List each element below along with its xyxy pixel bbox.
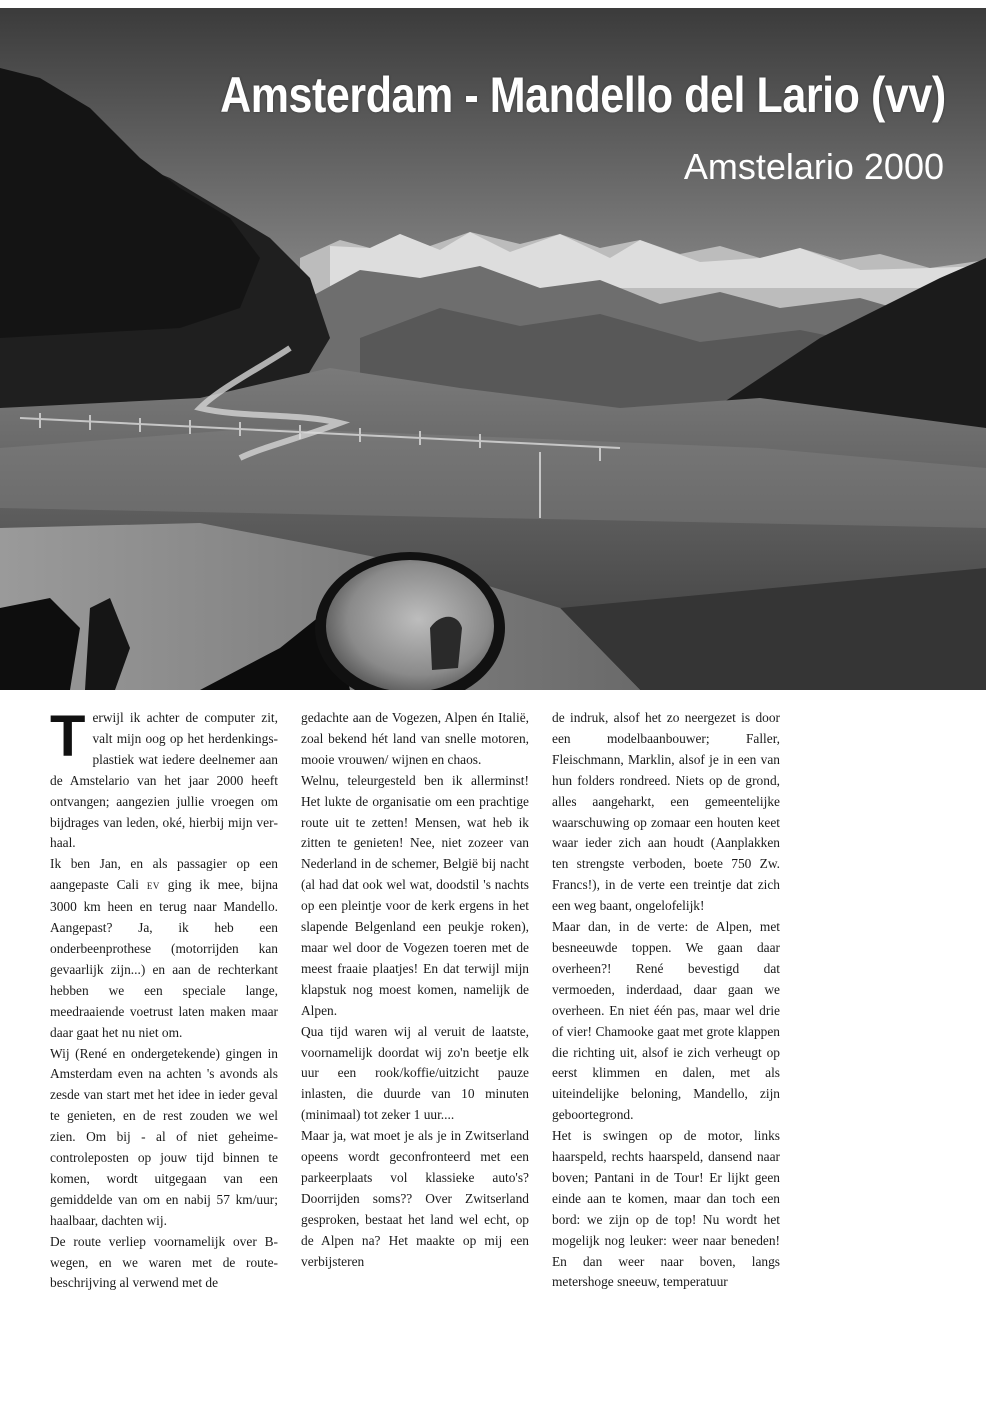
- paragraph: Welnu, teleurgesteld ben ik allerminst! Het lukte de organisatie om een prachtige route uit te zetten! Mensen, wat heb ik zitten te genieten! Nee, niet zozeer van Nederland in de schemer, België bij nacht (al had dat ook wel wat, doodstil 's nachts op een pleintje voor de kerk ergens in het slapende Belgenland een peukje roken), maar wel door de Vogezen toeren met de meest fraaie plaatjes! En dat terwijl mijn klapstuk nog moest komen, namelijk de Alpen.: [301, 772, 529, 1018]
- article-subtitle: Amstelario 2000: [683, 146, 944, 187]
- ev-smallcaps: EV: [146, 881, 160, 892]
- text-column-1: [50, 704, 279, 1294]
- paragraph-text: Ik ben Jan, en als passagier op een aangepaste Cali: [50, 856, 278, 893]
- paragraph: gedachte aan de Vogezen, Alpen én Italië, zoal bekend hét land van snelle motoren, mooie vrouwen/ wijnen en chaos.: [301, 710, 529, 767]
- paragraph: Wij (René en ondergetekende) gingen in Amsterdam even na achten 's avonds als zesde van start met het idee in ieder geval te genieten, en de rest zouden we wel zien. Om bij - al of niet geheime- controleposten op jouw tijd binnen te komen, wordt uitgegaan van een gemiddelde van om en nabij 57 km/uur; haalbaar, dachten wij.: [50, 1045, 278, 1228]
- article-body: [50, 704, 780, 1348]
- paragraph: [50, 704, 278, 854]
- paragraph: Het is swingen op de motor, links haarspeld, rechts haarspeld, dansend naar boven; Pantani in de Tour! Er lijkt geen einde aan te komen, maar dan toch een bord: we zijn op de top! Nu wordt het mogelijk nog leuker: weer naar beneden! En dan weer naar boven, langs metershoge sneeuw, temperatuur: [552, 1128, 780, 1290]
- paragraph: De route verliep voornamelijk over B-wegen, en we waren met de routebeschrijving al verwend met de: [50, 1233, 278, 1291]
- article-title: Amsterdam - Mandello del Lario (vv): [220, 67, 946, 123]
- drop-cap: T: [50, 704, 86, 769]
- paragraph: Maar dan, in de verte: de Alpen, met besneeuwde toppen. We gaan daar overheen?! René bevestigd dat vermoeden, inderdaad, daar gaan we overheen. En niet één pas, maar wel drie of vier! Chamooke gaat met grote klappen die richting uit, alsof ie zich verheugt op eerst klimmen en dalen, met als uiteindelijke beloning, Mandello, zijn geboortegrond.: [552, 919, 780, 1123]
- text-column-3: [552, 708, 780, 1293]
- paragraph: de indruk, alsof het zo neergezet is door een modelbaanbouwer; Faller, Fleischmann, Marklin, alsof je in een van hun folders rondreed. Niets op de grond, alles aangeharkt, een gemeentelijke waarschuwing op zomaar een houten keet waar ieder zich aan houdt (Aanplakken ten strengste verboden, boete 750 Zw. Francs!), in de verte een treintje dat zich een weg baant, ongelofelijk!: [552, 710, 780, 914]
- paragraph-text: erwijl ik achter de computer zit, valt mijn oog op het herdenkingsplastiek wat iedere deelnemer aan de Amstelario van het jaar 2000 heeft ontvangen; aangezien jullie vroegen om bijdrages van leden, oké, hierbij mijn verhaal.: [50, 710, 278, 851]
- text-column-2: [301, 708, 529, 1272]
- paragraph: [50, 854, 278, 1043]
- paragraph-text: ging ik mee, bijna 3000 km heen en terug naar Mandello. Aangepast? Ja, ik heb een onderbeenprothese (motorrijden kan gevaarlijk zijn...) en aan de rechterkant hebben we een speciale lange, meedraaiende voetrust laten maken maar daar gaat het nu niet om.: [50, 877, 279, 1040]
- paragraph: Maar ja, wat moet je als je in Zwitserland opeens wordt geconfronteerd met een parkeerplaats vol klassieke auto's? Doorrijden soms?? Over Zwitserland gesproken, bestaat het land wel echt, op de Alpen na? Het maakte op mij een verbijsteren: [301, 1128, 529, 1269]
- paragraph: Qua tijd waren wij al veruit de laatste, voornamelijk doordat wij zo'n beetje elk uur een rook/koffie/uitzicht pauze inlasten, die duurde van 10 minuten (minimaal) tot zeker 1 uur....: [301, 1023, 529, 1123]
